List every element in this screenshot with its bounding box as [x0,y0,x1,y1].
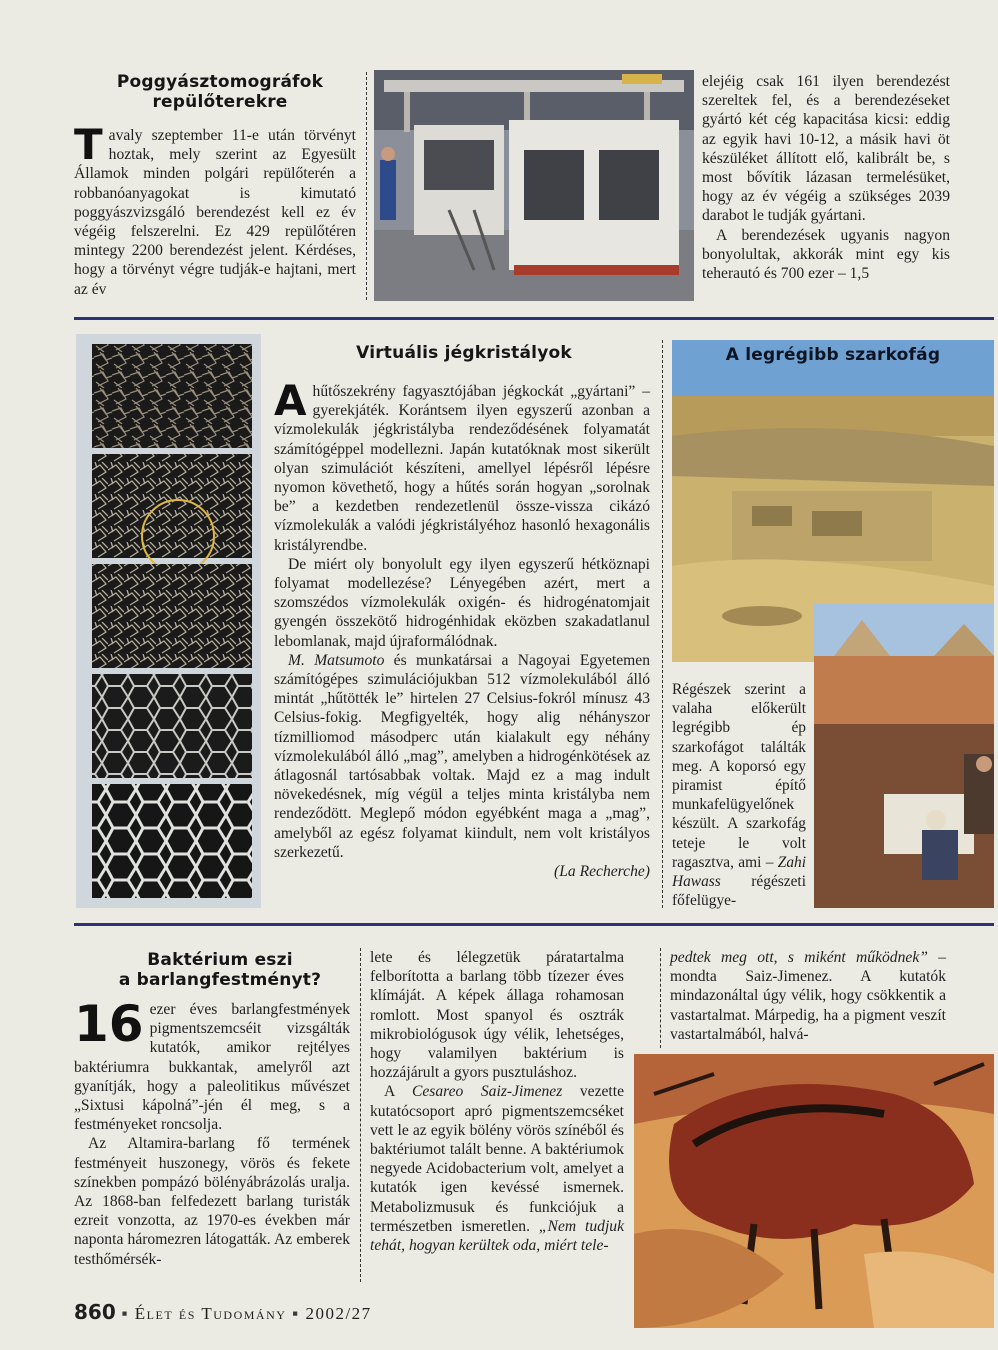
article4-col2-p2-b: vezette kutatócsoport apró pigmentszemcséket vett le az egyik bölény vörös színéből és baktériumot talált benne. A baktériumok negyede Acidobacterium volt, amelyet a kutatók igen kevéssé ismernek. Metabolizmusuk és funkciójuk a természetben ismeretlen. [370,1083,624,1235]
article2-p1 [274,376,650,555]
article1-col2-p2: A berendezések ugyanis nagyon bonyolultak, akkorák mint egy kis teherautó és 700 ezer – 1,5 [702,226,950,283]
article4-separator-2 [660,948,661,1048]
article1-col2-p1: elejéig csak 161 ilyen berendezést szereltek fel, és a berendezéseket gyártó két cég kapacitása kicsi: eddig az egyik havi 10-12, a másik havi öt készüléket állított elő, kalibrált be, s most bővítik lázasan termelésüket, hogy az év végéig a szükséges 2039 darabot le tudják gyártani. [702,73,950,225]
article3-title-band [672,340,994,396]
article4-col3-text: – mondta Saiz-Jimenez. A kutatók mindazonáltal úgy vélik, hogy csökkentik a vastartalmat. Márpedig, ha a pigment veszít vastartalmából, halvá- [670,949,946,1043]
article4-col2-p2 [370,1082,624,1255]
page-footer [74,1300,574,1324]
article1-col1-text: avaly szeptember 11-e után törvényt hoztak, mely szerint az Egyesült Államok minden polgári repülőterén a robbanóanyagokat is kimutató poggyászvizsgáló berendezést kell ez év végéig felszerelni. Ez 429 repülőtéren mintegy 2200 berendezést jelent. Kérdéses, hogy a törvényt végre tudják-e hajtani, mert az év [74,127,356,298]
cave-bison-painting-photo [634,1054,994,1328]
article1-separator [366,72,367,300]
article2-separator [662,340,663,908]
article1-col1 [74,120,356,299]
article3-title: A legrégibb szarkofág [725,345,941,365]
page-number: 860 [74,1300,116,1324]
magazine-name: Élet és Tudomány [134,1304,287,1323]
article4-col1-p2: Az Altamira-barlang fő termének festményeit huszonegy, vörös és fekete színekben pompázó bölényábrázolás uralja. Az 1868-ban felfedezett barlang turisták ezreit vonzotta, az 1970-es években már naponta háromezren látogatták. Az emberek testhőmérsék- [74,1135,350,1268]
article2-p3-text: és munkatársai a Nagoyai Egyetemen számítógépes szimulációjukban 512 vízmolekulából álló mintát „hűtötték le” hirtelen 27 Celsius-fokról mínusz 43 Celsius-fokig. Megfigyelték, hogy alig néhányszor tízmilliomod másodperc után kialakult egy néhány vízmolekulából álló „mag”, amelyben a hidrogénkötések az átlagosnál tartósabbak voltak. Majd ez a mag indult növekedésnek, míg végül a teljes minta kristályba nem rendeződött. Meglepő módon egyébként maga a „mag”, amelyből az egész folyamat kiindult, nem volt kristályos szerkezetű. [274,651,650,861]
article3-text-after: régészeti főfelügye- [672,873,806,910]
article2-source: (La Recherche) [554,863,650,881]
article4-title-line1: Baktérium eszi [147,950,293,970]
article4-col1-p1-text: ezer éves barlangfestmények pigmentszemcséit vizsgálták kutatók, amikor rejtélyes baktériumra bukkantak, amelyről azt gyanítják, hogy a paleolitikus művészet „Sixtusi kápolná”-jén él meg, s a festményeket roncsolja. [74,1001,350,1134]
issue-number: 2002/27 [305,1304,372,1323]
article4-col2-quote: „Nem tudjuk tehát, hogyan kerültek oda, miért tele- [370,1217,624,1255]
article4-col2-p1: lete és lélegzetük páratartalma felborította a barlang több tízezer éves klímáját. A képek állaga rohamosan romlott. Most spanyol és osztrák mikrobiológusok úgy vélik, lehetséges, hogy valamilyen baktérium is hozzájárult a gyors pusztuláshoz. [370,949,624,1082]
section-rule-top [74,317,994,320]
article4-col2-p2-a: A [384,1083,412,1101]
baggage-scanner-photo [374,70,694,301]
article4-col1-p1 [74,995,350,1134]
article4-separator-1 [360,948,361,1282]
article3-name: Zahi Hawass [672,853,806,891]
article2-title: Virtuális jégkristályok [356,343,572,363]
article1-dropcap: T [74,120,103,169]
ice-crystal-simulation-panel [76,334,261,908]
article2-p2: De miért oly bonyolult egy ilyen egyszerű hétköznapi folyamat modellezése? Lényegében azért, mert a szomszédos vízmolekulák oxigén- és hidrogénatomjait gyengén összekötő hidrogénhidak eközben szakadatlanul lebomlanak, majd újraformálódnak. [274,555,650,650]
article4-dropcap: 16 [74,995,144,1053]
article2-p1-text: hűtőszekrény fagyasztójában jégkockát „gyártani” – gyerekjáték. Korántsem ilyen egyszerű azonban a vízmolekulák jégkristályba rendeződésének folyamatát számítógéppel modellezni. Japán kutatóknak most sikerült olyan szimulációt készíteni, amellyel lépésről lépésre nyomon követhető, hogy a hűtés során hogyan „sorolnak be” a kezdetben rendezetlenül össze-vissza cikázó vízmolekulák a valódi jégkristályéhoz hasonló hexagonális kristályrendbe. [274,383,650,554]
article1-title [92,72,348,112]
article3-text-before: Régészek szerint a valaha előkerült legrégibb ép szarkofágot találták meg. A koporsó egy piramist építő munkafelügyelőnek készült. A szarkofág teteje le volt ragasztva, ami – [672,681,806,871]
article2-body [274,376,650,881]
article4-researcher-name: Cesareo Saiz-Jimenez [411,1083,563,1101]
article3-body [672,680,806,910]
article4-col2 [370,948,624,1255]
footer-bullet-2: ▪ [292,1304,306,1323]
article4-col3-quote: pedtek meg ott, s miként működnek” [670,949,928,966]
article2-p3 [274,651,650,862]
article2-dropcap: A [274,376,307,425]
article4-title-line2: a barlangfestményt? [118,970,322,990]
article2-author-name: M. Matsumoto [288,651,385,669]
article1-title-line1: Poggyásztomográfok [116,72,324,92]
article1-col2 [702,72,950,283]
pyramids-photo [814,604,994,908]
section-rule-bottom [74,923,994,926]
article4-col3 [670,948,946,1044]
article4-title [92,950,348,990]
article4-col1 [74,995,350,1269]
article1-title-line2: repülőterekre [152,92,288,112]
footer-bullet-1: ▪ [121,1304,135,1323]
